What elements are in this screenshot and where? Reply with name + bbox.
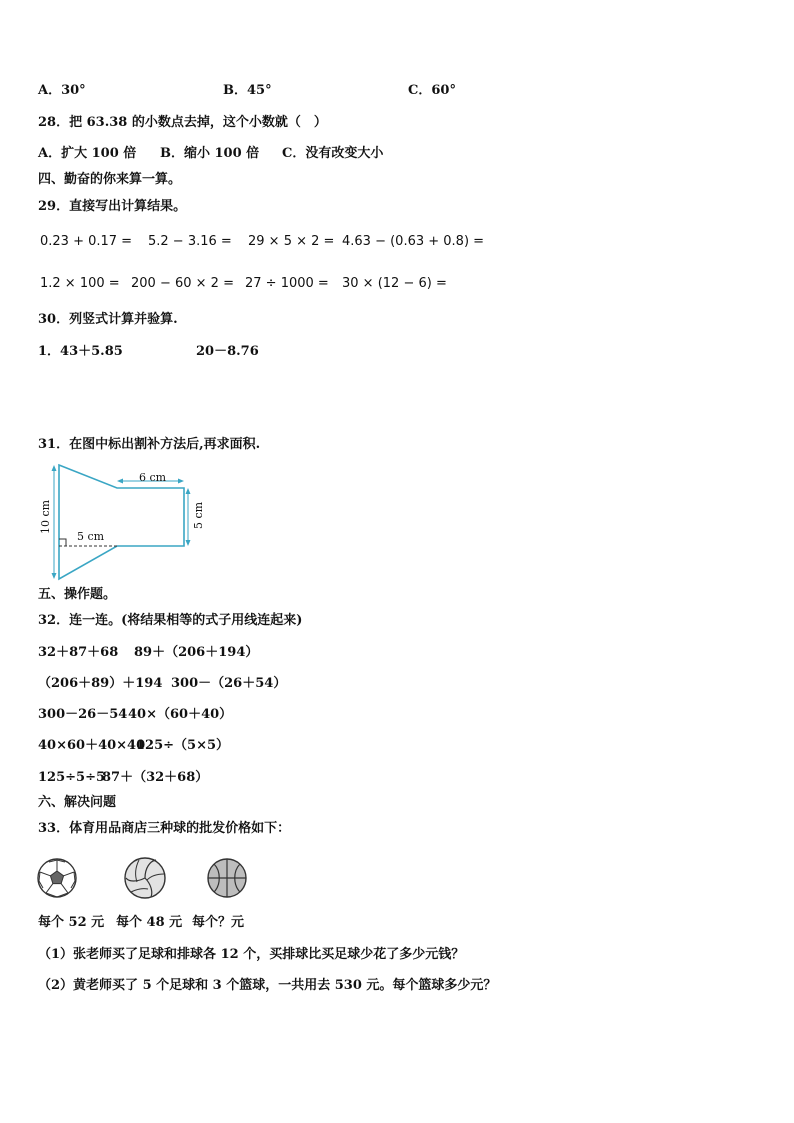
q30-item-2: 20－8.76 [196, 344, 259, 359]
q31-figure [30, 456, 230, 586]
q29-expr-5: 1.2 × 100 = [40, 276, 120, 291]
section4-title: 四、勤奋的你来算一算。 [38, 172, 182, 187]
q29-expr-3: 29 × 5 × 2 = [248, 234, 335, 249]
volleyball-icon [123, 856, 167, 900]
q28-option-b: B．缩小 100 倍 [160, 146, 260, 161]
q32-right-2[interactable]: 300－（26＋54） [171, 676, 287, 691]
q27-option-b: B．45° [223, 83, 272, 98]
section5-title: 五、操作题。 [38, 587, 117, 602]
q27-option-c: C．60° [408, 83, 456, 98]
label-top: 6 cm [139, 471, 167, 484]
label-right: 5 cm [192, 501, 205, 529]
q32-left-1[interactable]: 32＋87＋68 [38, 645, 119, 660]
q32-right-4[interactable]: 125÷（5×5） [136, 738, 230, 753]
basketball-icon [206, 857, 248, 899]
q27-option-a: A．30° [38, 83, 86, 98]
q29-expr-4: 4.63 − (0.63 + 0.8) = [342, 234, 485, 249]
q30-item-1: 1．43＋5.85 [38, 344, 123, 359]
label-left: 10 cm [39, 499, 52, 534]
q29-expr-7: 27 ÷ 1000 = [245, 276, 329, 291]
q29-expr-6: 200 − 60 × 2 = [131, 276, 234, 291]
q29-expr-2: 5.2 − 3.16 = [148, 234, 232, 249]
q29-expr-8: 30 × (12 − 6) = [342, 276, 447, 291]
label-middle: 5 cm [77, 530, 105, 543]
q29-question: 29．直接写出计算结果。 [38, 199, 187, 214]
price-basketball: 每个？元 [192, 915, 245, 930]
q32-left-2[interactable]: （206＋89）＋194 [38, 676, 163, 691]
right-angle-mark [59, 539, 66, 546]
q29-expr-1: 0.23 + 0.17 = [40, 234, 133, 249]
q30-question: 30．列竖式计算并验算. [38, 312, 178, 327]
q33-sub2: （2）黄老师买了 5 个足球和 3 个篮球，一共用去 530 元。每个篮球多少元？ [38, 978, 497, 993]
q32-left-3[interactable]: 300－26－54 [38, 707, 128, 722]
q32-right-3[interactable]: 40×（60＋40） [128, 707, 233, 722]
q28-question: 28．把 63.38 的小数点去掉，这个小数就（ ） [38, 115, 327, 130]
q31-question: 31．在图中标出割补方法后,再求面积. [38, 437, 261, 452]
q32-right-5[interactable]: 87＋（32＋68） [102, 770, 209, 785]
q32-left-4[interactable]: 40×60＋40×40 [38, 738, 146, 753]
soccer-ball-icon [36, 857, 78, 899]
q32-left-5[interactable]: 125÷5÷5 [38, 770, 106, 785]
price-volleyball: 每个 48 元 [116, 915, 183, 930]
q28-option-a: A．扩大 100 倍 [38, 146, 137, 161]
q32-question: 32．连一连。(将结果相等的式子用线连起来) [38, 613, 303, 628]
q28-option-c: C．没有改变大小 [282, 146, 384, 161]
price-soccer: 每个 52 元 [38, 915, 105, 930]
q32-right-1[interactable]: 89＋（206＋194） [134, 645, 259, 660]
q33-question: 33．体育用品商店三种球的批发价格如下： [38, 821, 291, 836]
section6-title: 六、解决问题 [38, 795, 117, 810]
q33-sub1: （1）张老师买了足球和排球各 12 个，买排球比买足球少花了多少元钱？ [38, 947, 465, 962]
